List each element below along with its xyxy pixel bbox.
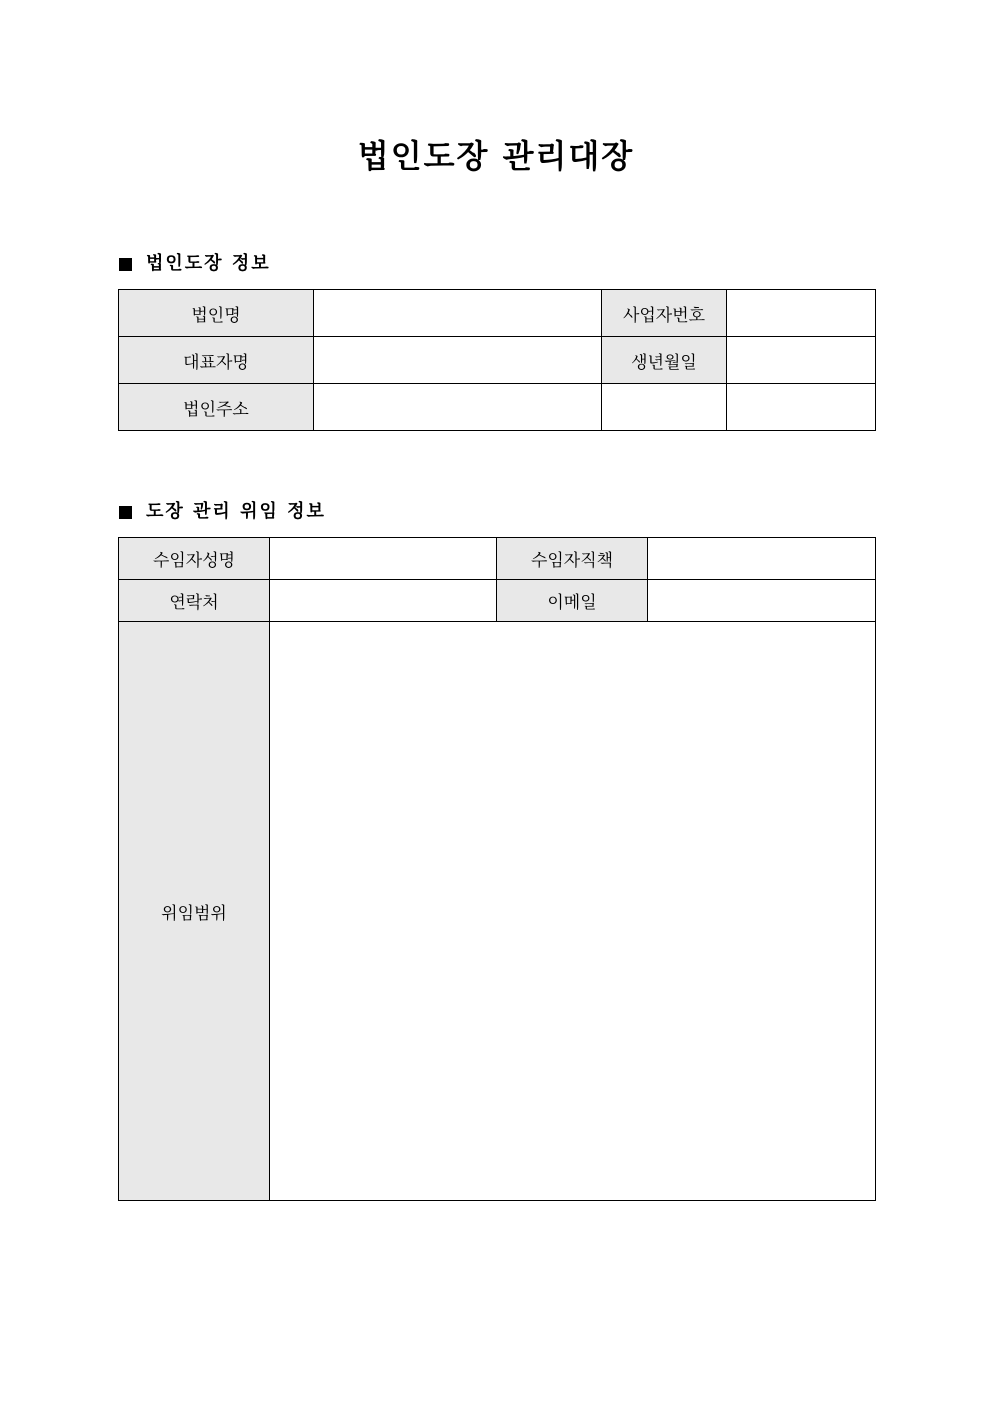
table-row [119,337,876,384]
table-row [119,580,876,622]
delegation-table [118,537,876,1201]
delegate-name-label: 수임자성명 [119,538,270,580]
delegate-name-field[interactable] [270,538,497,580]
section-heading-text: 도장 관리 위임 정보 [146,501,326,522]
section-heading-text: 법인도장 정보 [146,253,271,274]
table-row [119,384,876,431]
table-row [119,622,876,1201]
business-number-label: 사업자번호 [602,290,727,337]
corp-address-label: 법인주소 [119,384,314,431]
email-field[interactable] [648,580,876,622]
corp-address-field[interactable] [314,384,602,431]
square-bullet-icon [119,506,132,519]
delegate-position-label: 수임자직책 [497,538,648,580]
section-heading-corporate-seal [119,251,271,277]
corp-name-label: 법인명 [119,290,314,337]
delegate-position-field[interactable] [648,538,876,580]
representative-field[interactable] [314,337,602,384]
birth-date-label: 생년월일 [602,337,727,384]
document-title: 법인도장 관리대장 [357,137,635,175]
extra-field-1[interactable] [602,384,727,431]
contact-label: 연락처 [119,580,270,622]
email-label: 이메일 [497,580,648,622]
corporate-seal-table [118,289,876,431]
scope-label: 위임범위 [119,622,270,1201]
square-bullet-icon [119,258,132,271]
business-number-field[interactable] [727,290,876,337]
scope-field[interactable] [270,622,876,1201]
contact-field[interactable] [270,580,497,622]
representative-label: 대표자명 [119,337,314,384]
table-row [119,290,876,337]
corp-name-field[interactable] [314,290,602,337]
table-row [119,538,876,580]
extra-field-2[interactable] [727,384,876,431]
section-heading-delegation [119,499,326,525]
birth-date-field[interactable] [727,337,876,384]
